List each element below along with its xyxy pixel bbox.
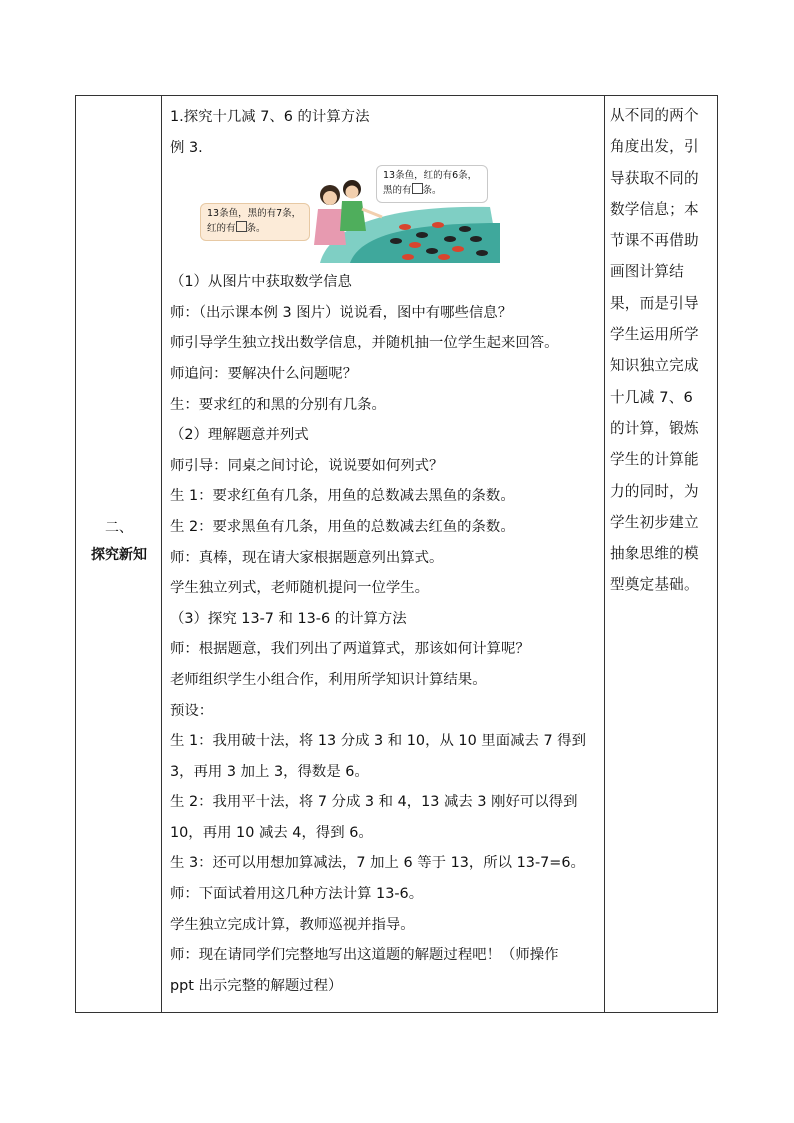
boy-arm xyxy=(362,209,382,217)
note-line: 知识独立完成 xyxy=(610,357,699,375)
student-line: 生 3：还可以用想加算减法，7 加上 6 等于 13，所以 13-7=6。 xyxy=(170,855,585,872)
fish-red xyxy=(438,254,450,260)
fish-black xyxy=(476,250,488,256)
note-line: 从不同的两个 xyxy=(610,107,699,124)
note-line: 数学信息；本 xyxy=(610,200,699,218)
student-line: 3，再用 3 加上 3，得数是 6。 xyxy=(170,763,369,780)
student-line: 生 1：我用破十法，将 13 分成 3 和 10，从 10 里面减去 7 得到 xyxy=(170,733,586,750)
fish-black xyxy=(416,232,428,238)
fish-black xyxy=(470,236,482,242)
student-line: 生：要求红的和黑的分别有几条。 xyxy=(170,396,386,413)
speech-bubble-girl: 13条鱼，黑的有7条， 红的有 条。 xyxy=(200,203,310,241)
teacher-line: 师：（出示课本例 3 图片）说说看，图中有哪些信息？ xyxy=(170,304,513,321)
note-line: 学生的计算能 xyxy=(610,451,699,469)
note-line: 学生初步建立 xyxy=(610,513,699,531)
speech-bubble-boy: 13条鱼，红的有6条， 黑的有 条。 xyxy=(376,165,488,203)
fish-red xyxy=(402,254,414,260)
note-line: 导获取不同的 xyxy=(610,169,699,187)
lesson-table xyxy=(75,95,718,1013)
fish-black xyxy=(390,238,402,244)
example-illustration xyxy=(200,165,500,263)
teacher-line: 师追问：要解决什么问题呢？ xyxy=(170,365,358,382)
note-line: 抽象思维的模 xyxy=(610,545,699,563)
teacher-line: 师：根据题意，我们列出了两道算式，那该如何计算呢？ xyxy=(170,641,530,658)
step-heading: （1）从图片中获取数学信息 xyxy=(170,274,352,291)
step-heading: （2）理解题意并列式 xyxy=(170,427,309,444)
note-line: 角度出发，引 xyxy=(610,138,699,156)
fish-red xyxy=(399,224,411,230)
section-name: 探究新知 xyxy=(91,547,147,563)
boy-body xyxy=(340,201,366,231)
note-line: 学生运用所学 xyxy=(610,326,699,344)
student-line: 10，再用 10 减去 4，得到 6。 xyxy=(170,824,373,841)
teacher-line: 师：真棒，现在请大家根据题意列出算式。 xyxy=(170,549,444,566)
content-line: 学生独立完成计算，教师巡视并指导。 xyxy=(170,916,415,933)
fish-red xyxy=(432,222,444,228)
content-cell xyxy=(170,102,602,1001)
note-line: 力的同时，为 xyxy=(610,482,699,500)
column-divider-2 xyxy=(604,96,605,1012)
teacher-line: 师：下面试着用这几种方法计算 13-6。 xyxy=(170,886,424,903)
fish-red xyxy=(409,242,421,248)
step-heading: （3）探究 13-7 和 13-6 的计算方法 xyxy=(170,610,407,627)
student-line: 生 1：要求红鱼有几条，用鱼的总数减去黑鱼的条数。 xyxy=(170,488,515,505)
note-line: 的计算，锻炼 xyxy=(610,419,699,437)
fish-red xyxy=(452,246,464,252)
section-number: 二、 xyxy=(105,520,133,536)
note-line: 节课不再借助 xyxy=(610,232,699,250)
note-line: 果，而是引导 xyxy=(610,294,699,312)
content-line: 师引导学生独立找出数学信息，并随机抽一位学生起来回答。 xyxy=(170,335,559,352)
blank-box xyxy=(236,221,247,232)
note-line: 型奠定基础。 xyxy=(610,576,699,594)
fish-black xyxy=(459,226,471,232)
blank-box xyxy=(412,183,423,194)
fish-black xyxy=(426,248,438,254)
content-line: 老师组织学生小组合作，利用所学知识计算结果。 xyxy=(170,671,487,688)
fish-black xyxy=(444,236,456,242)
note-line: 画图计算结 xyxy=(610,263,684,281)
student-line: 生 2：我用平十法，将 7 分成 3 和 4，13 减去 3 刚好可以得到 xyxy=(170,794,578,811)
student-line: 生 2：要求黑鱼有几条，用鱼的总数减去红鱼的条数。 xyxy=(170,518,515,535)
notes-cell xyxy=(610,100,714,601)
teacher-line: 师：现在请同学们完整地写出这道题的解题过程吧！（师操作 xyxy=(170,947,559,964)
content-line: 预设： xyxy=(170,702,214,719)
section-cell xyxy=(76,96,162,1012)
content-heading: 1.探究十几减 7、6 的计算方法 xyxy=(170,109,370,125)
content-line: ppt 出示完整的解题过程） xyxy=(170,977,343,994)
content-line: 学生独立列式，老师随机提问一位学生。 xyxy=(170,580,430,597)
example-label: 例 3. xyxy=(170,139,203,156)
teacher-line: 师引导：同桌之间讨论，说说要如何列式？ xyxy=(170,457,444,474)
note-line: 十几减 7、6 xyxy=(610,388,693,406)
